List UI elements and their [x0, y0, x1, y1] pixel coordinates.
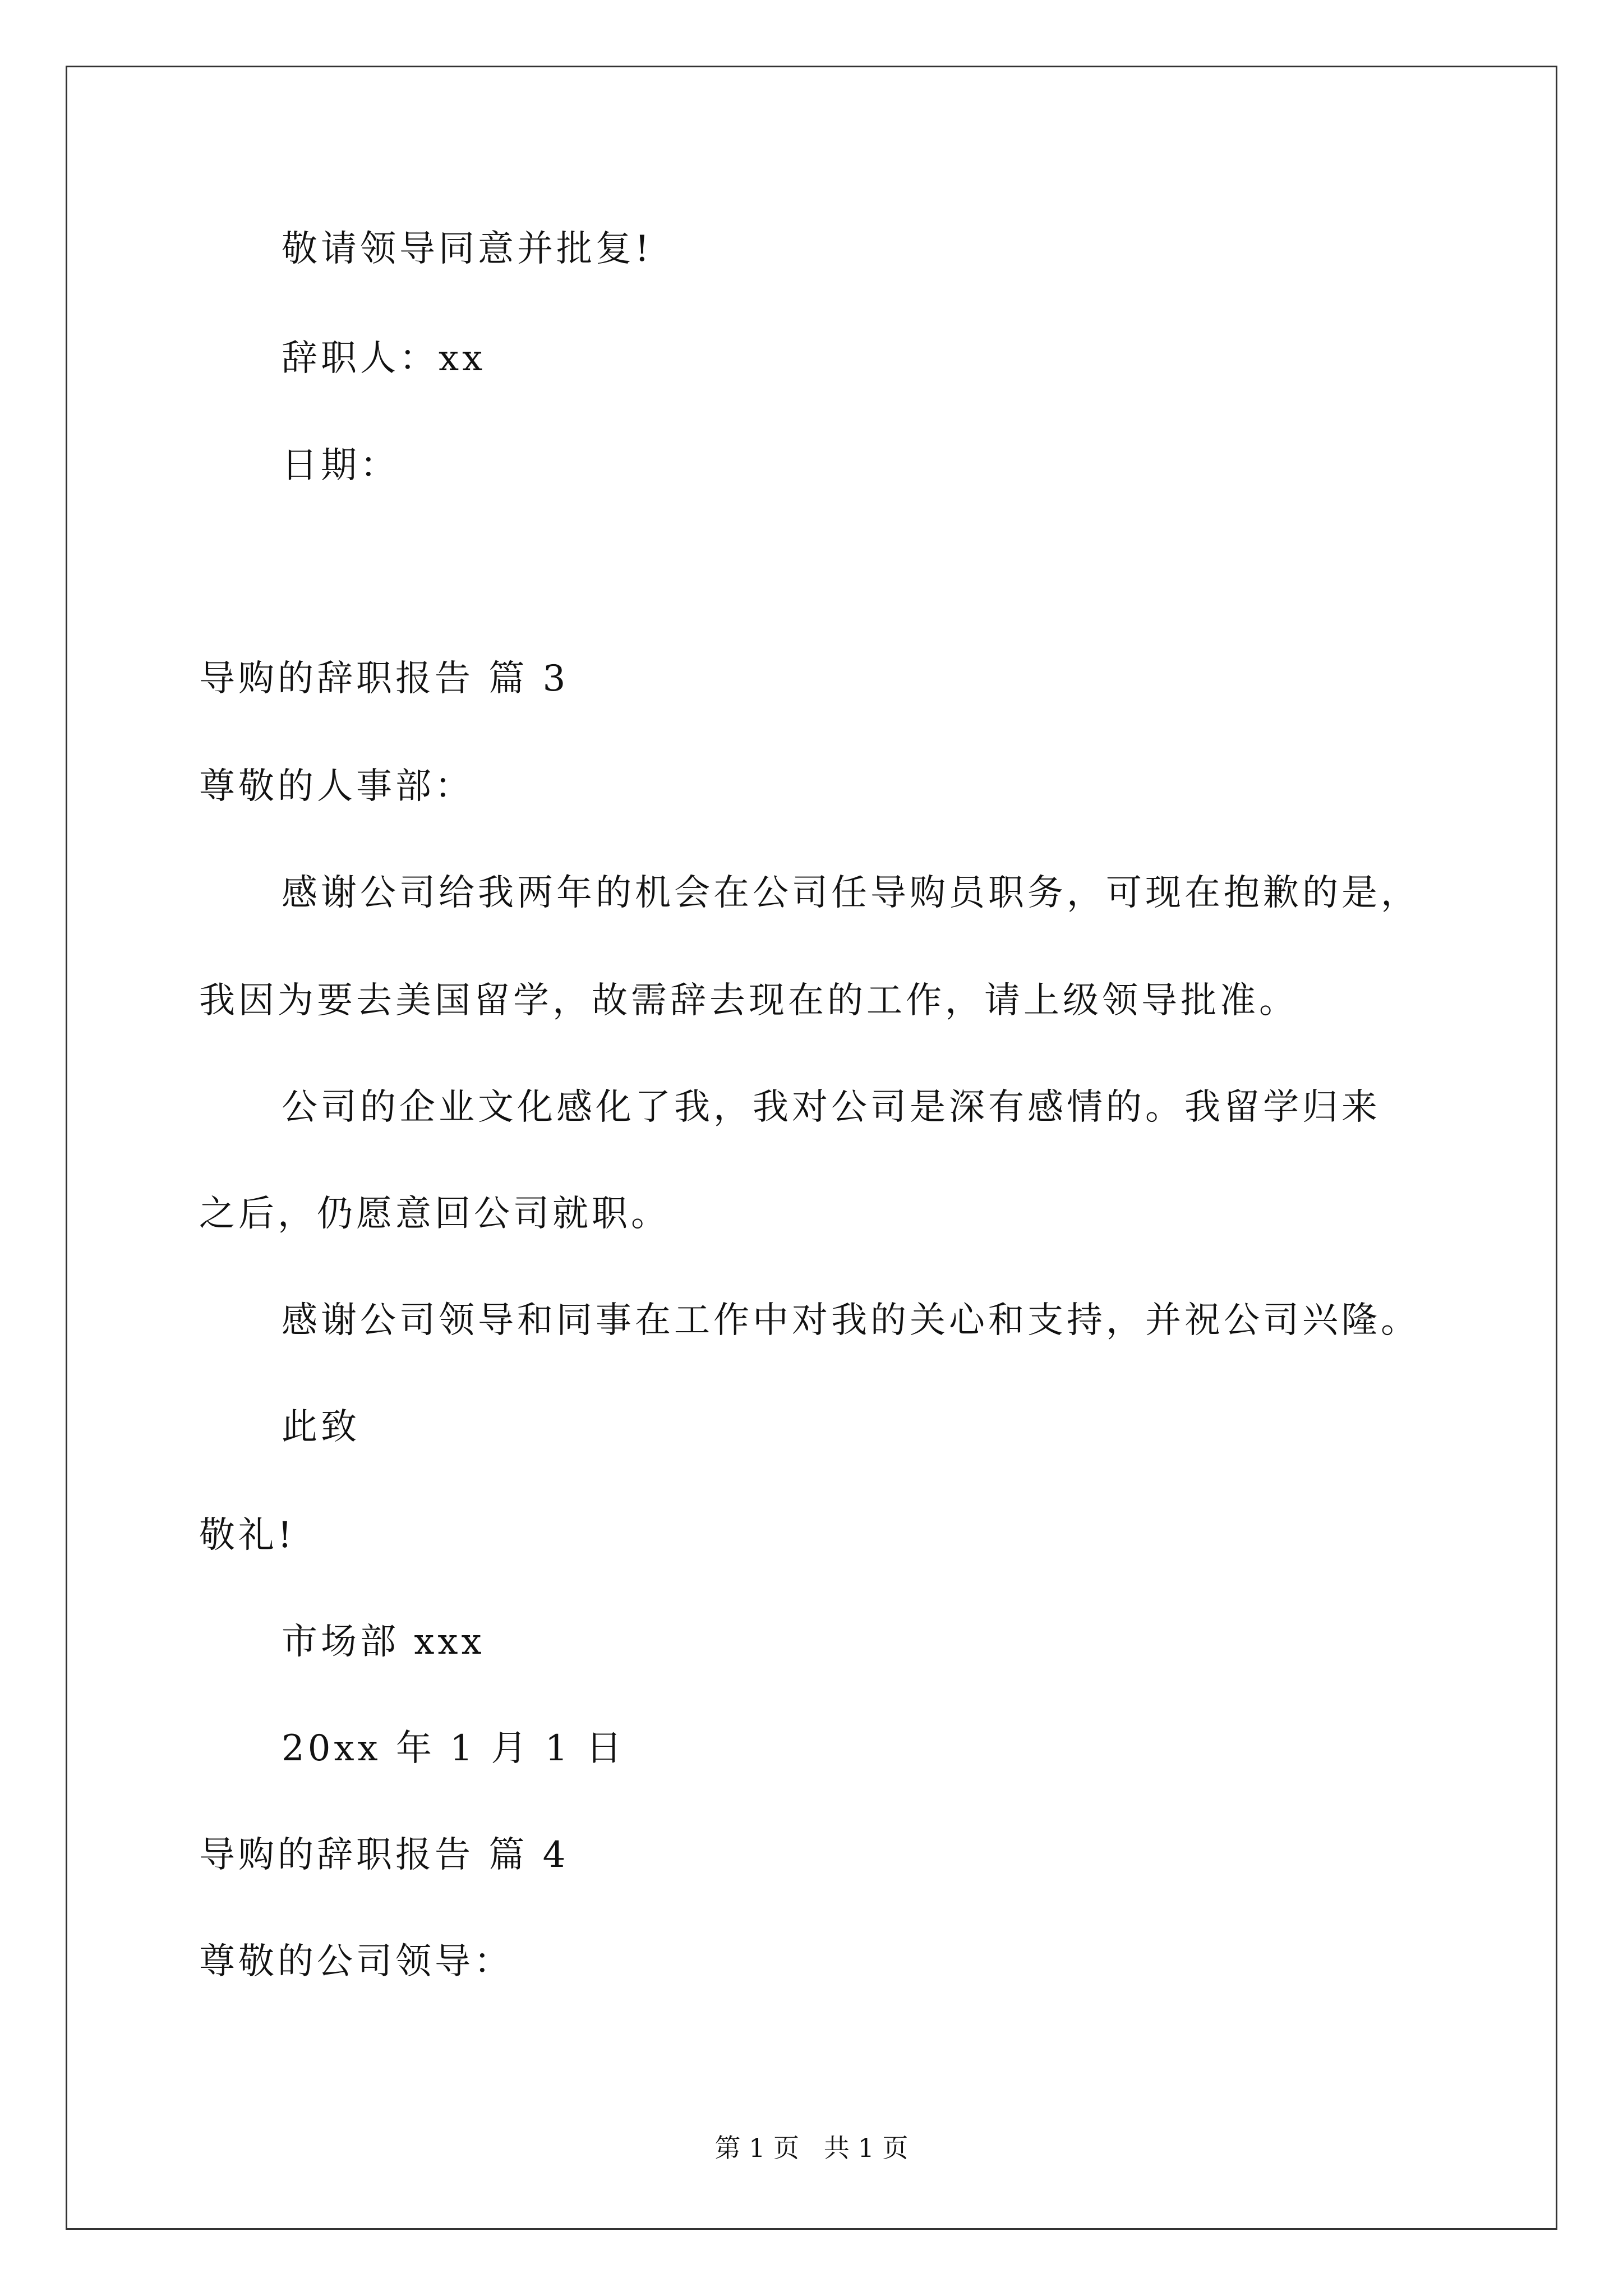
resigner-line: 辞职人：xx	[282, 338, 486, 379]
closing-request: 敬请领导同意并批复!	[282, 228, 653, 270]
signature-department: 市场部 xxx	[282, 1621, 485, 1663]
body-paragraph-2b: 之后，仍愿意回公司就职。	[199, 1193, 670, 1235]
body-paragraph-1b: 我因为要去美国留学，故需辞去现在的工作，请上级领导批准。	[199, 980, 1298, 1022]
body-paragraph-2a: 公司的企业文化感化了我，我对公司是深有感情的。我留学归来	[282, 1087, 1381, 1128]
body-paragraph-3: 感谢公司领导和同事在工作中对我的关心和支持，并祝公司兴隆。	[282, 1300, 1420, 1341]
page-border	[66, 66, 1557, 2230]
body-paragraph-1a: 感谢公司给我两年的机会在公司任导购员职务，可现在抱歉的是，	[282, 872, 1420, 914]
section-heading-4: 导购的辞职报告 篇 4	[199, 1834, 569, 1876]
salutation-hr: 尊敬的人事部：	[199, 766, 474, 807]
signature-date: 20xx 年 1 月 1 日	[282, 1728, 625, 1769]
page-number-footer: 第 1 页 共 1 页	[714, 2133, 909, 2163]
salutation-leaders: 尊敬的公司领导：	[199, 1941, 513, 1982]
date-line: 日期：	[282, 445, 399, 486]
closing-jingli: 敬礼!	[199, 1515, 296, 1556]
closing-cizhi: 此致	[282, 1406, 360, 1448]
section-heading-3: 导购的辞职报告 篇 3	[199, 658, 569, 700]
